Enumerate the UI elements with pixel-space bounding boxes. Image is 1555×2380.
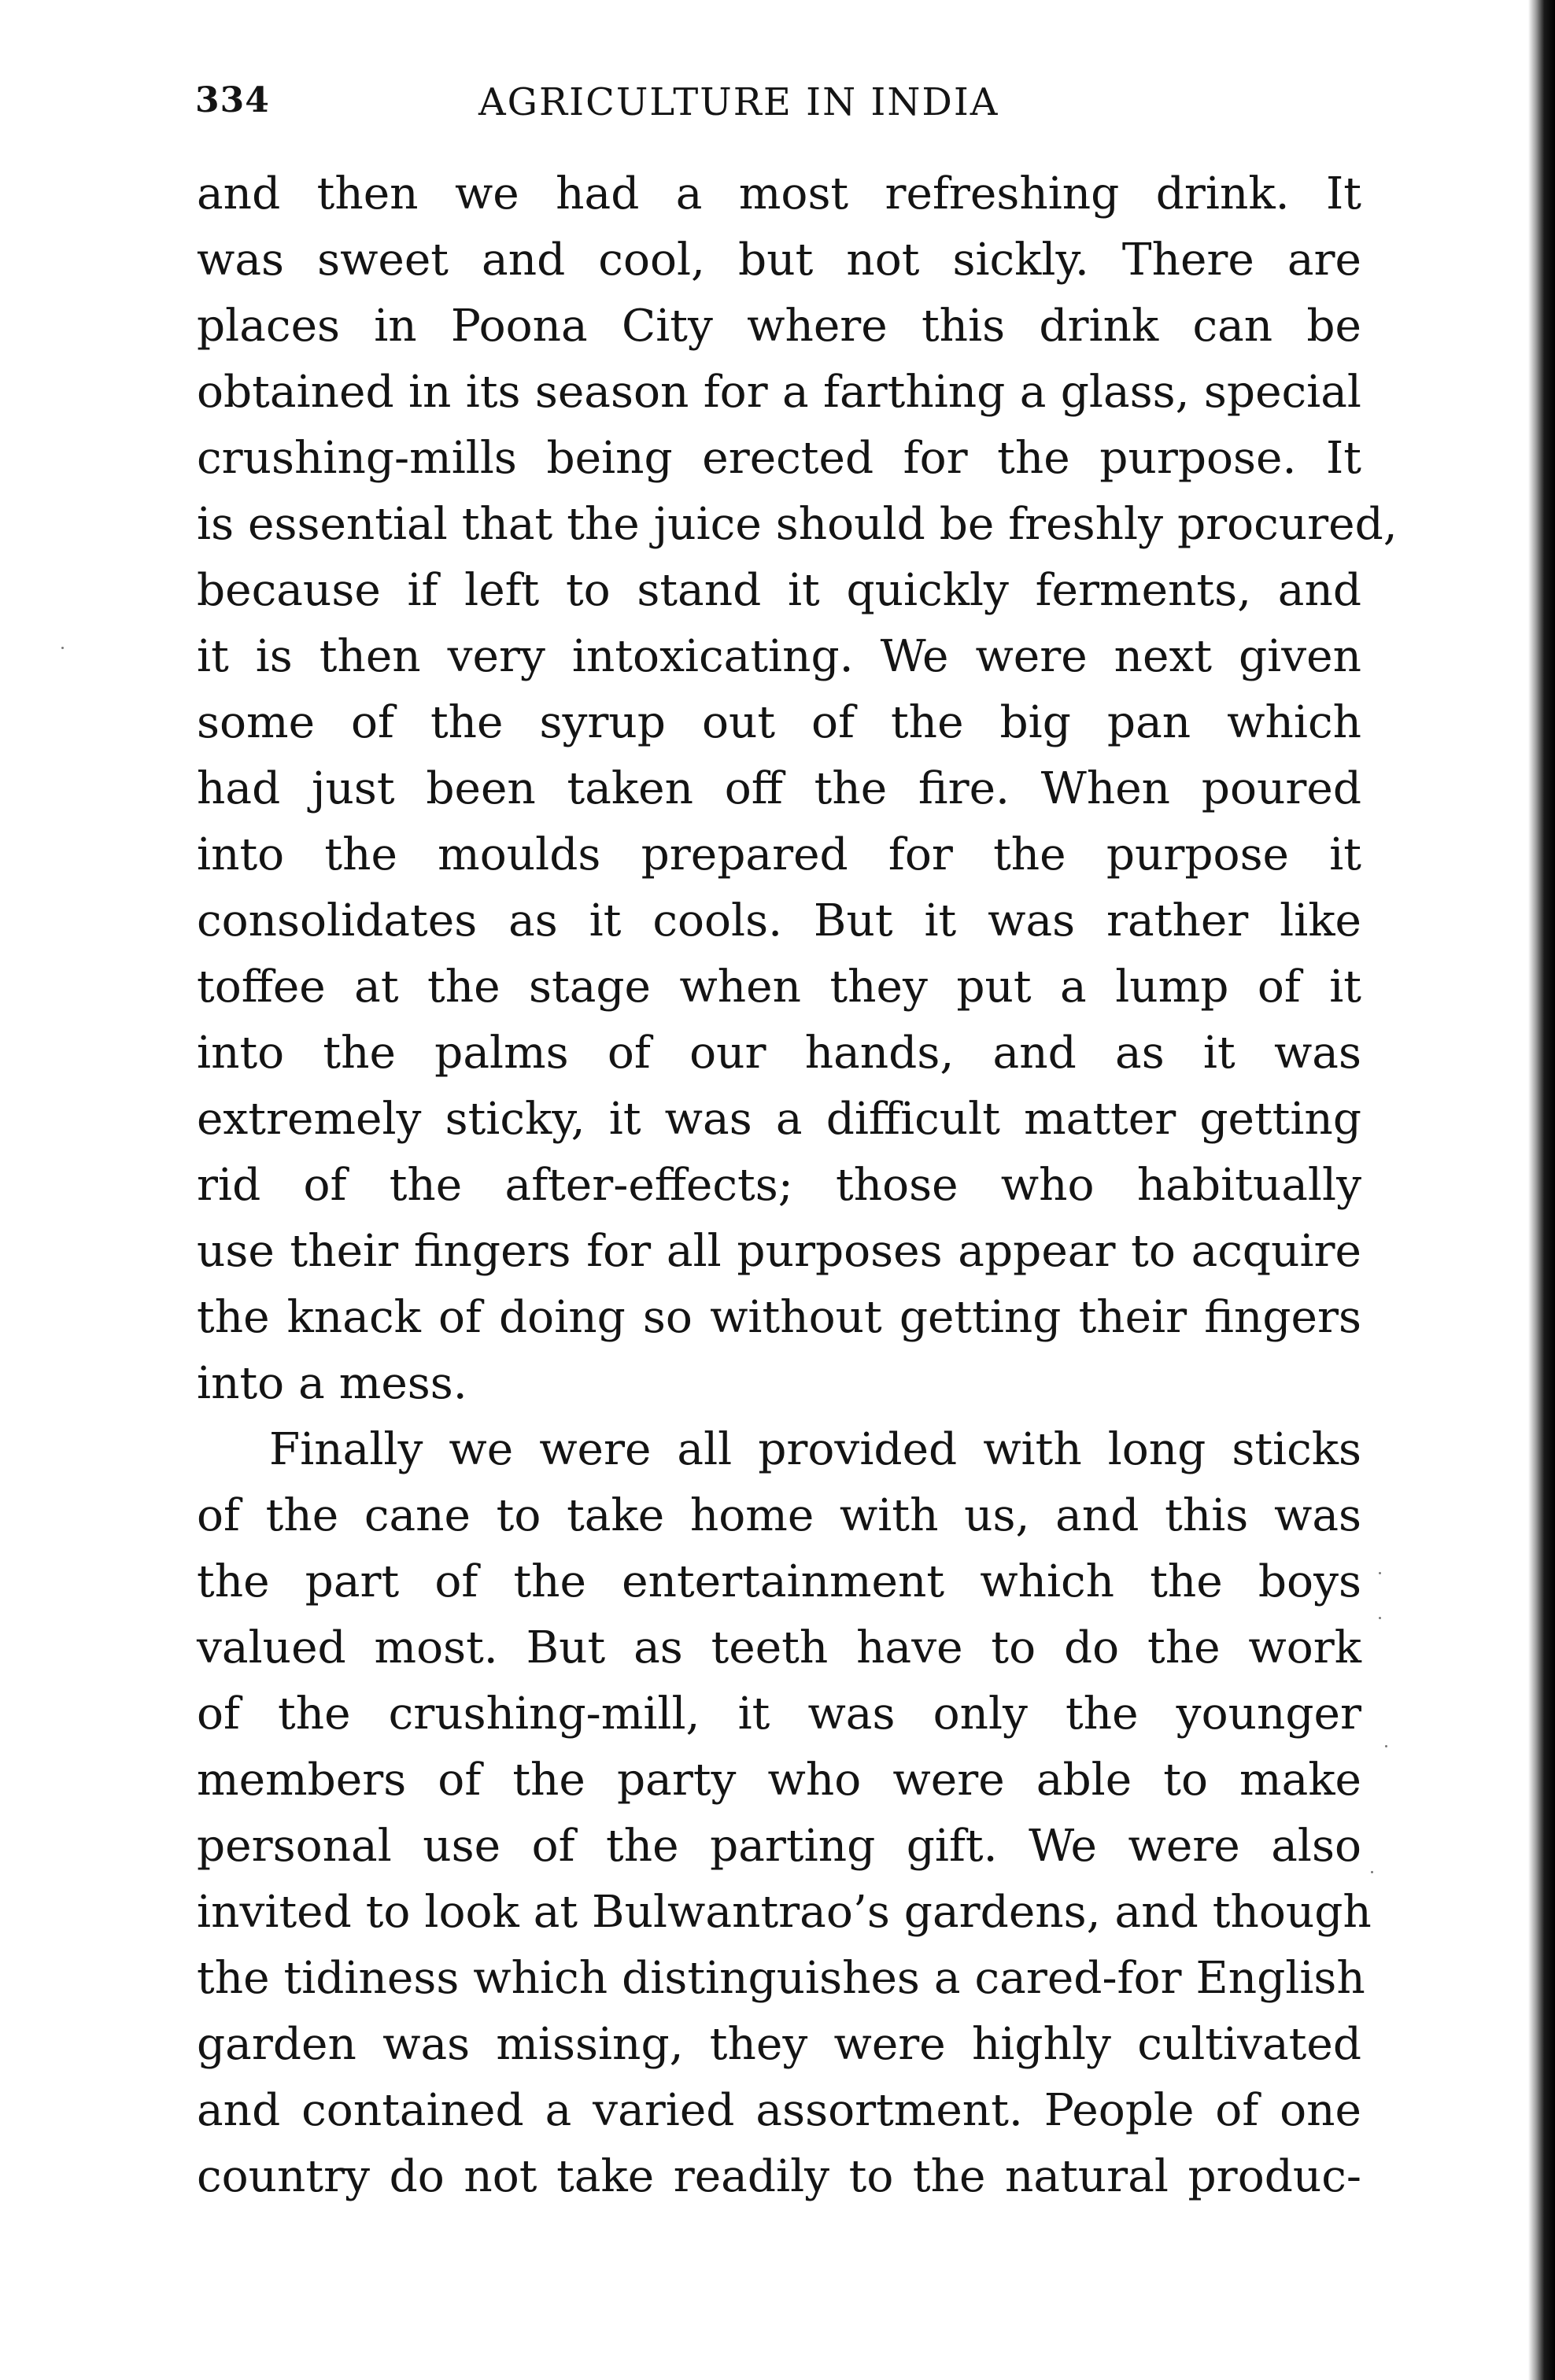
- running-title: AGRICULTURE IN INDIA: [478, 80, 999, 124]
- text-line: of the crushing-mill, it was only the younger: [197, 1688, 1361, 1740]
- scan-speck: [1379, 1572, 1381, 1574]
- text-line: invited to look at Bulwantrao’s gardens, and though: [197, 1887, 1372, 1938]
- page-number: 334: [195, 80, 270, 120]
- text-line: crushing-mills being erected for the purpose. It: [197, 433, 1361, 484]
- text-line: toffee at the stage when they put a lump of it: [197, 961, 1361, 1013]
- text-line: and then we had a most refreshing drink. It: [197, 168, 1361, 220]
- text-line: the part of the entertainment which the boys: [197, 1556, 1361, 1607]
- scan-speck: [1371, 1871, 1373, 1873]
- text-line: personal use of the parting gift. We were also: [197, 1821, 1361, 1872]
- text-line: use their fingers for all purposes appear to acquire: [197, 1226, 1361, 1277]
- scan-speck: [1385, 1745, 1387, 1747]
- paragraph-2: [197, 1417, 1372, 2210]
- paragraph-1: [197, 161, 1398, 1417]
- text-line: some of the syrup out of the big pan which: [197, 697, 1361, 748]
- text-line: into the palms of our hands, and as it was: [197, 1028, 1361, 1079]
- text-line: places in Poona City where this drink can be: [197, 301, 1361, 352]
- text-line: the tidiness which distinguishes a cared-for English: [197, 1953, 1365, 2004]
- text-line: into the moulds prepared for the purpose it: [197, 829, 1361, 880]
- text-line: because if left to stand it quickly ferments, and: [197, 565, 1361, 616]
- text-line: had just been taken off the fire. When poured: [197, 763, 1361, 814]
- text-line: it is then very intoxicating. We were next given: [197, 631, 1361, 682]
- running-head: [195, 80, 1376, 143]
- text-line: members of the party who were able to make: [197, 1755, 1361, 1806]
- text-line: is essential that the juice should be freshly procured,: [197, 499, 1398, 550]
- text-line: obtained in its season for a farthing a glass, special: [197, 367, 1361, 418]
- text-line: Finally we were all provided with long sticks: [269, 1424, 1361, 1475]
- text-line: was sweet and cool, but not sickly. There are: [197, 234, 1361, 286]
- text-line: extremely sticky, it was a difficult matter getting: [197, 1094, 1361, 1145]
- text-line: valued most. But as teeth have to do the work: [197, 1622, 1361, 1673]
- text-line: of the cane to take home with us, and this was: [197, 1490, 1361, 1541]
- text-line: rid of the after-effects; those who habitually: [197, 1160, 1361, 1211]
- text-line: consolidates as it cools. But it was rather like: [197, 895, 1361, 946]
- text-line: garden was missing, they were highly cultivated: [197, 2019, 1361, 2070]
- scan-speck: [1379, 1617, 1381, 1619]
- text-line: the knack of doing so without getting their fingers: [197, 1292, 1361, 1343]
- body-text: [197, 161, 1398, 2210]
- page-binding-shadow: [1528, 0, 1555, 2380]
- text-line: and contained a varied assortment. People of one: [197, 2085, 1361, 2136]
- scan-speck: [61, 647, 64, 649]
- text-line: country do not take readily to the natural produc-: [197, 2151, 1361, 2202]
- text-line: into a mess.: [197, 1358, 467, 1409]
